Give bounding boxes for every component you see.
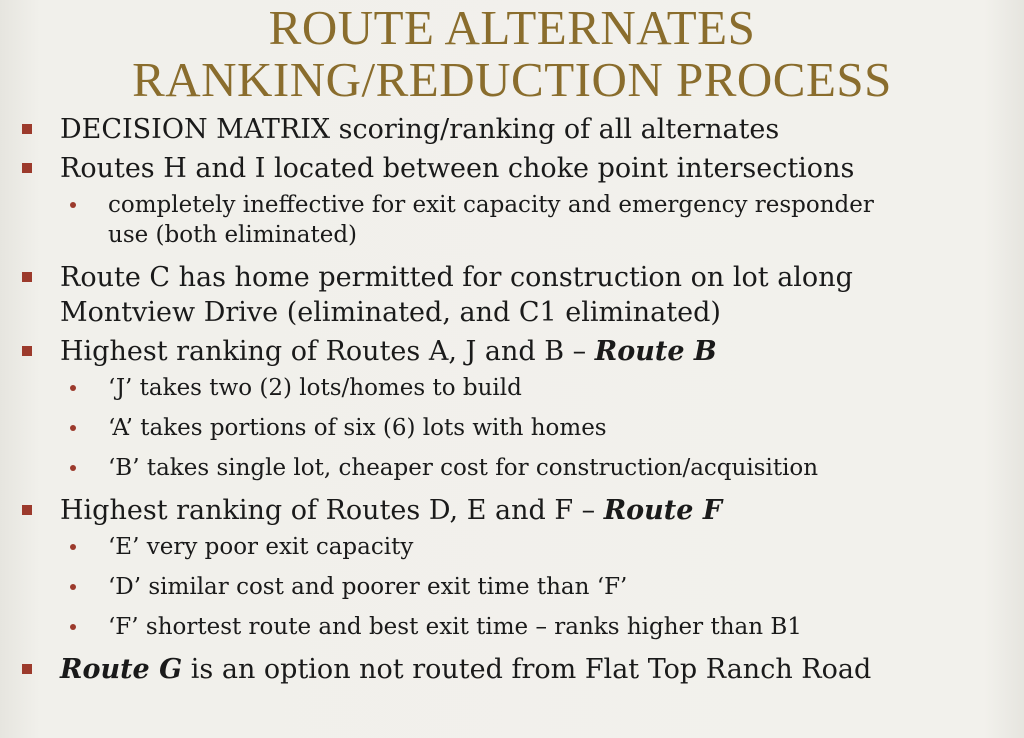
sub-bullet-item — [0, 532, 1024, 562]
bullet-text-line-1: Route C has home permitted for construction on lot along — [60, 262, 853, 293]
bullet-item — [0, 652, 1024, 687]
square-bullet-icon — [22, 124, 32, 134]
dot-bullet-icon — [70, 584, 76, 590]
slide-title — [0, 2, 1024, 106]
square-bullet-icon — [22, 664, 32, 674]
bullet-text-line-2: use (both eliminated) — [108, 222, 358, 248]
bullet-item — [0, 334, 1024, 369]
dot-bullet-icon — [70, 624, 76, 630]
bullet-item — [0, 493, 1024, 528]
dot-bullet-icon — [70, 425, 76, 431]
square-bullet-icon — [22, 272, 32, 282]
bullet-text: ‘F’ shortest route and best exit time – ranks higher than B1 — [108, 614, 802, 640]
dot-bullet-icon — [70, 385, 76, 391]
bullet-text: DECISION MATRIX scoring/ranking of all alternates — [60, 114, 780, 145]
bullet-emphasis: Route G — [60, 654, 183, 685]
sub-bullet-item — [0, 190, 1024, 250]
sub-bullet-item — [0, 373, 1024, 403]
bullet-text: is an option not routed from Flat Top Ranch Road — [182, 654, 872, 685]
bullet-text: ‘B’ takes single lot, cheaper cost for construction/acquisition — [108, 455, 819, 481]
sub-bullet-item — [0, 453, 1024, 483]
dot-bullet-icon — [70, 544, 76, 550]
bullet-text: ‘D’ similar cost and poorer exit time than ‘F’ — [108, 574, 628, 600]
title-line-1: ROUTE ALTERNATES — [268, 0, 756, 55]
sub-bullet-item — [0, 612, 1024, 642]
bullet-item — [0, 151, 1024, 186]
bullet-text: ‘J’ takes two (2) lots/homes to build — [108, 375, 522, 401]
bullet-item — [0, 260, 1024, 330]
bullet-item — [0, 112, 1024, 147]
sub-bullet-item — [0, 413, 1024, 443]
dot-bullet-icon — [70, 465, 76, 471]
bullet-emphasis: Route B — [594, 336, 717, 367]
bullet-text: ‘A’ takes portions of six (6) lots with homes — [108, 415, 607, 441]
sub-bullet-item — [0, 572, 1024, 602]
bullet-emphasis: Route F — [603, 495, 723, 526]
bullet-text: ‘E’ very poor exit capacity — [108, 534, 414, 560]
bullet-text: Routes H and I located between choke point intersections — [60, 153, 855, 184]
square-bullet-icon — [22, 163, 32, 173]
dot-bullet-icon — [70, 202, 76, 208]
bullet-list — [0, 112, 1024, 691]
bullet-text-line-2: Montview Drive (eliminated, and C1 eliminated) — [60, 297, 721, 328]
bullet-text: Highest ranking of Routes D, E and F – — [60, 495, 604, 526]
square-bullet-icon — [22, 346, 32, 356]
title-line-2: RANKING/REDUCTION PROCESS — [132, 52, 892, 107]
square-bullet-icon — [22, 505, 32, 515]
bullet-text-line-1: completely ineffective for exit capacity and emergency responder — [108, 192, 874, 218]
bullet-text: Highest ranking of Routes A, J and B – — [60, 336, 595, 367]
